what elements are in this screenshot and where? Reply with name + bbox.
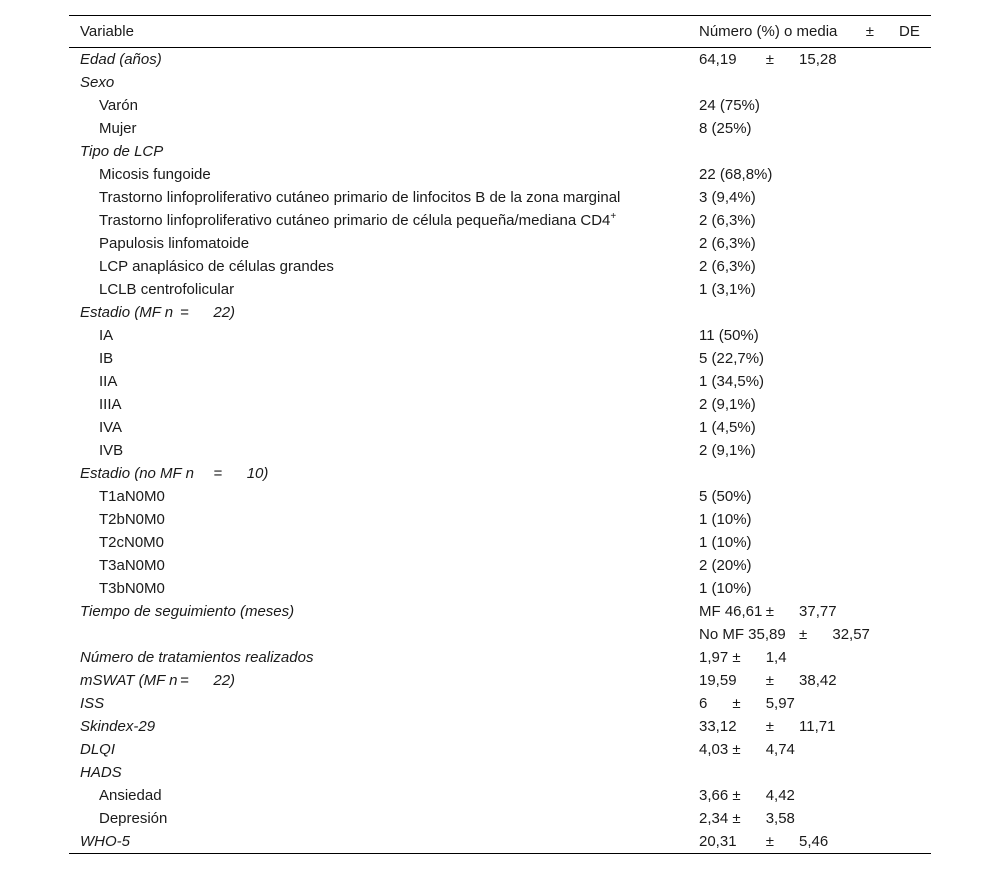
row-value: 2 (6,3%) xyxy=(699,258,756,275)
row-value: 1,97 ± 1,4 xyxy=(699,649,787,666)
table-row xyxy=(69,830,931,854)
row-value: 5 (22,7%) xyxy=(699,350,765,367)
row-label: IVB xyxy=(99,442,124,459)
row-label: Tiempo de seguimiento (meses) xyxy=(80,603,295,620)
row-label: T1aN0M0 xyxy=(99,488,165,505)
row-label: LCLB centrofolicular xyxy=(99,281,235,298)
row-value: 2 (9,1%) xyxy=(699,396,756,413)
row-label: DLQI xyxy=(80,741,116,758)
table-row xyxy=(69,761,931,784)
table-row xyxy=(69,646,931,669)
row-label: Skindex-29 xyxy=(80,718,156,735)
table-row xyxy=(69,416,931,439)
table-row xyxy=(69,439,931,462)
row-value: 1 (34,5%) xyxy=(699,373,765,390)
table-header-row xyxy=(69,16,931,48)
table-row xyxy=(69,163,931,186)
row-value: MF 46,61 ± 37,77 xyxy=(699,603,837,620)
row-label: Estadio (MF n = 22) xyxy=(80,304,236,321)
table-row xyxy=(69,669,931,692)
table-row xyxy=(69,301,931,324)
row-value: 1 (10%) xyxy=(699,511,752,528)
table-row xyxy=(69,140,931,163)
table-row xyxy=(69,324,931,347)
superscript: + xyxy=(610,211,617,222)
header-value: Número (%) o media ± DE xyxy=(699,23,920,40)
table-row xyxy=(69,393,931,416)
table-row xyxy=(69,508,931,531)
row-value: 2 (6,3%) xyxy=(699,212,756,229)
row-label: Sexo xyxy=(80,74,115,91)
row-label: mSWAT (MF n = 22) xyxy=(80,672,236,689)
data-table-container xyxy=(69,15,931,854)
row-label: Mujer xyxy=(99,120,137,137)
row-label: T2bN0M0 xyxy=(99,511,165,528)
row-label: Depresión xyxy=(99,810,168,827)
row-value: 3,66 ± 4,42 xyxy=(699,787,795,804)
row-value: 5 (50%) xyxy=(699,488,752,505)
row-value: 1 (3,1%) xyxy=(699,281,756,298)
table-row xyxy=(69,232,931,255)
row-value: 64,19 ± 15,28 xyxy=(699,51,837,68)
table-row xyxy=(69,117,931,140)
table-row xyxy=(69,186,931,209)
table-row xyxy=(69,577,931,600)
row-label: Edad (años) xyxy=(80,51,162,68)
row-value: 1 (10%) xyxy=(699,534,752,551)
row-label: Papulosis linfomatoide xyxy=(99,235,250,252)
table-row xyxy=(69,784,931,807)
table-row xyxy=(69,71,931,94)
row-value: 22 (68,8%) xyxy=(699,166,773,183)
row-value: 2,34 ± 3,58 xyxy=(699,810,795,827)
table-row xyxy=(69,692,931,715)
row-label: Varón xyxy=(99,97,138,114)
row-value: 8 (25%) xyxy=(699,120,752,137)
row-label: T2cN0M0 xyxy=(99,534,165,551)
row-label: Trastorno linfoproliferativo cutáneo primario de linfocitos B de la zona marginal xyxy=(99,189,621,206)
row-label: T3aN0M0 xyxy=(99,557,165,574)
row-value: 24 (75%) xyxy=(699,97,760,114)
row-label: IB xyxy=(99,350,114,367)
table-row xyxy=(69,600,931,623)
row-value xyxy=(688,462,931,485)
row-value: 2 (9,1%) xyxy=(699,442,756,459)
table-row xyxy=(69,738,931,761)
row-value xyxy=(688,140,931,163)
row-value: 33,12 ± 11,71 xyxy=(699,718,836,735)
table-row xyxy=(69,255,931,278)
table-row xyxy=(69,347,931,370)
table-row xyxy=(69,531,931,554)
row-value: 3 (9,4%) xyxy=(699,189,756,206)
table-row xyxy=(69,807,931,830)
row-value xyxy=(688,71,931,94)
row-value: 2 (6,3%) xyxy=(699,235,756,252)
table-row xyxy=(69,715,931,738)
row-value xyxy=(688,761,931,784)
row-label-with-sup xyxy=(69,209,688,232)
row-value xyxy=(688,301,931,324)
row-label: HADS xyxy=(80,764,122,781)
row-value: 20,31 ± 5,46 xyxy=(699,833,829,850)
table-row xyxy=(69,485,931,508)
row-label xyxy=(69,623,688,646)
row-value: 1 (4,5%) xyxy=(699,419,756,436)
row-value: 19,59 ± 38,42 xyxy=(699,672,837,689)
row-value: 6 ± 5,97 xyxy=(699,695,795,712)
row-label: IIA xyxy=(99,373,118,390)
table-row xyxy=(69,278,931,301)
row-label: Micosis fungoide xyxy=(99,166,211,183)
characteristics-table xyxy=(69,15,931,854)
table-row xyxy=(69,209,931,232)
row-label: IA xyxy=(99,327,114,344)
row-label: T3bN0M0 xyxy=(99,580,165,597)
table-row xyxy=(69,370,931,393)
row-label: ISS xyxy=(80,695,105,712)
row-value: 1 (10%) xyxy=(699,580,752,597)
table-row xyxy=(69,94,931,117)
table-row xyxy=(69,623,931,646)
row-label: IVA xyxy=(99,419,123,436)
row-label: LCP anaplásico de células grandes xyxy=(99,258,334,275)
row-label: Tipo de LCP xyxy=(80,143,164,160)
row-value: 4,03 ± 4,74 xyxy=(699,741,795,758)
table-row xyxy=(69,462,931,485)
row-value: 11 (50%) xyxy=(699,327,759,344)
row-label: IIIA xyxy=(99,396,122,413)
row-value: No MF 35,89 ± 32,57 xyxy=(699,626,870,643)
table-row xyxy=(69,554,931,577)
row-label: Estadio (no MF n = 10) xyxy=(80,465,269,482)
row-label: WHO-5 xyxy=(80,833,130,850)
row-value: 2 (20%) xyxy=(699,557,752,574)
row-label: Número de tratamientos realizados xyxy=(80,649,314,666)
table-row xyxy=(69,48,931,72)
header-variable: Variable xyxy=(80,23,134,40)
row-label-text: Trastorno linfoproliferativo cutáneo primario de célula pequeña/mediana CD4 xyxy=(99,212,611,229)
row-label: Ansiedad xyxy=(99,787,162,804)
